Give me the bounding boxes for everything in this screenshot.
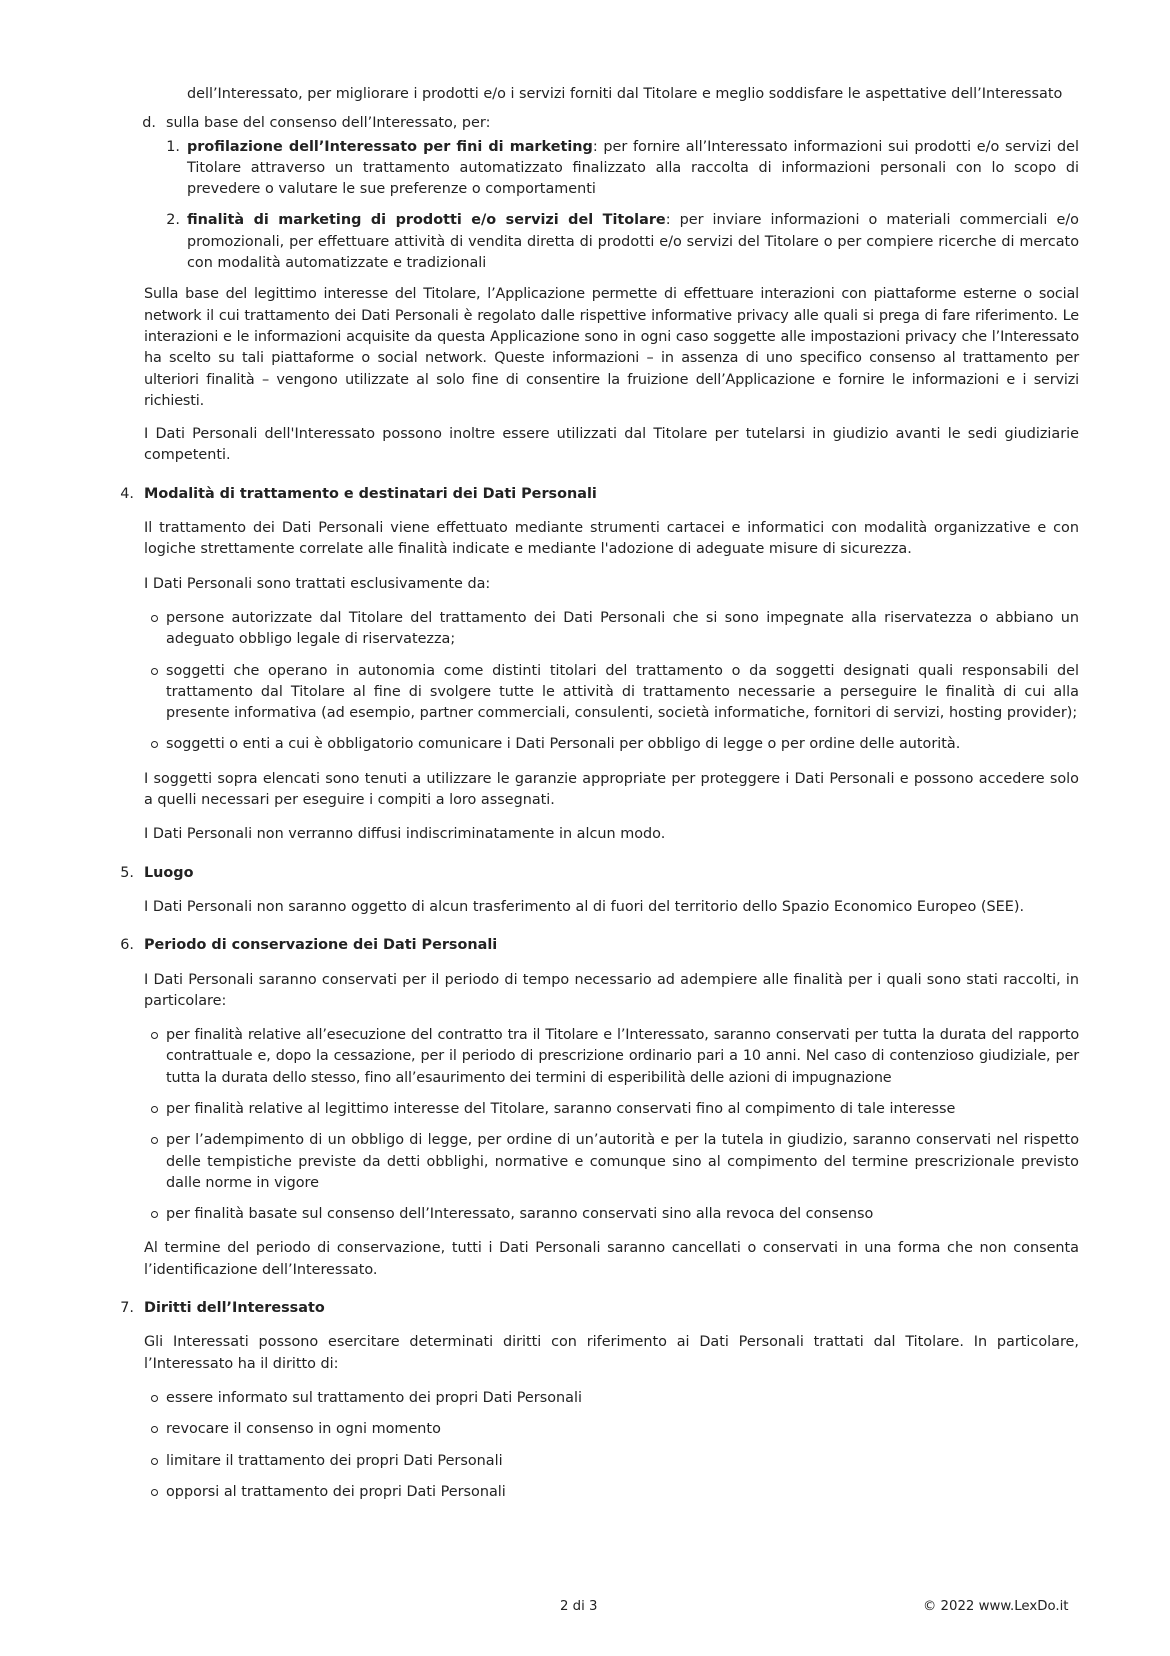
section-heading	[120, 863, 1079, 884]
section-title: Luogo	[144, 864, 194, 881]
bullet-text: per finalità relative al legittimo interesse del Titolare, saranno conservati fino al compimento di tale interesse	[166, 1100, 956, 1117]
bullet-circle-icon	[151, 1106, 158, 1113]
bullet-text: soggetti che operano in autonomia come distinti titolari del trattamento o da soggetti designati quali responsabili del trattamento dal Titolare al fine di svolgere tutte le attività di trattamento necessarie a perseguire le finalità di cui alla presente informativa (ad esempio, partner commerciali, consulenti, società informatiche, fornitori di servizi, hosting provider);	[166, 662, 1079, 722]
bullet-text: soggetti o enti a cui è obbligatorio comunicare i Dati Personali per obbligo di legge o per ordine delle autorità.	[166, 736, 961, 753]
paragraph: I Dati Personali dell'Interessato possono inoltre essere utilizzati dal Titolare per tutelarsi in giudizio avanti le sedi giudiziarie competenti.	[144, 426, 1079, 464]
list-marker: 2.	[166, 212, 180, 229]
bullet-text: per l’adempimento di un obbligo di legge, per ordine di un’autorità e per la tutela in giudizio, saranno conservati nel rispetto delle tempistiche previste da detti obblighi, normative e comunque sino al compimento del termine prescrizionale previsto dalle norme in vigore	[166, 1132, 1079, 1191]
bullet-text: revocare il consenso in ogni momento	[166, 1421, 441, 1438]
bullet-item	[124, 1419, 1079, 1440]
bullet-item	[124, 1099, 1079, 1120]
bullet-text: opporsi al trattamento dei propri Dati Personali	[166, 1483, 506, 1500]
bullet-item	[124, 1025, 1079, 1089]
bullet-circle-icon	[151, 1137, 158, 1144]
bullet-item	[124, 608, 1079, 651]
bullet-item	[124, 661, 1079, 725]
paragraph: I Dati Personali non saranno oggetto di alcun trasferimento al di fuori del territorio dello Spazio Economico Europeo (SEE).	[144, 898, 1025, 915]
paragraph: Al termine del periodo di conservazione, tutti i Dati Personali saranno cancellati o conservati in una forma che non consenta l’identificazione dell’Interessato.	[144, 1240, 1079, 1278]
paragraph: Sulla base del legittimo interesse del Titolare, l’Applicazione permette di effettuare interazioni con piattaforme esterne o social network il cui trattamento dei Dati Personali è regolato dalle rispettive informative privacy alle quali si prega di fare riferimento. Le interazioni e le informazioni acquisite da questa Applicazione sono in ogni caso soggette alle impostazioni privacy che l’Interessato ha scelto su tali piattaforme o social network. Queste informazioni – in assenza di uno specifico consenso al trattamento per ulteriori finalità – vengono utilizzate al solo fine di consentire la fruizione dell’Applicazione e fornire le informazioni e i servizi richiesti.	[144, 286, 1079, 409]
bullet-text: persone autorizzate dal Titolare del trattamento dei Dati Personali che si sono impegnate alla riservatezza o abbiano un adeguato obbligo legale di riservatezza;	[166, 609, 1079, 648]
bullet-text: limitare il trattamento dei propri Dati Personali	[166, 1452, 503, 1469]
bullet-circle-icon	[151, 1489, 158, 1496]
list-marker: 1.	[166, 138, 180, 155]
bullet-item	[124, 1130, 1079, 1194]
paragraph: I Dati Personali non verranno diffusi indiscriminatamente in alcun modo.	[144, 826, 666, 843]
bullet-circle-icon	[151, 668, 158, 675]
sub-item-bold: profilazione dell’Interessato per fini di marketing	[187, 138, 593, 155]
paragraph: I Dati Personali sono trattati esclusivamente da:	[144, 575, 491, 592]
page-number: 2 di 3	[560, 1599, 598, 1614]
continuation-text: dell’Interessato, per migliorare i prodotti e/o i servizi forniti dal Titolare e meglio soddisfare le aspettative dell’Interessato	[187, 86, 1063, 102]
list-item-d	[124, 113, 1079, 134]
paragraph: Gli Interessati possono esercitare determinati diritti con riferimento ai Dati Personali trattati dal Titolare. In particolare, l’Interessato ha il diritto di:	[144, 1334, 1079, 1372]
document-body	[120, 84, 1079, 1503]
paragraph: I soggetti sopra elencati sono tenuti a utilizzare le garanzie appropriate per proteggere i Dati Personali e possono accedere solo a quelli necessari per eseguire i compiti a loro assegnati.	[144, 770, 1079, 809]
paragraph: I Dati Personali saranno conservati per il periodo di tempo necessario ad adempiere alle finalità per i quali sono stati raccolti, in particolare:	[144, 971, 1079, 1009]
sub-item-text: : per fornire all’Interessato informazioni sui prodotti e/o servizi del Titolare attraverso un trattamento automatizzato finalizzato alla raccolta di informazioni personali con lo scopo di prevedere o valutare le sue preferenze o comportamenti	[187, 138, 1079, 198]
sub-list-item	[124, 137, 1079, 201]
bullet-circle-icon	[151, 741, 158, 748]
section-number: 5.	[120, 864, 134, 881]
section-title: Periodo di conservazione dei Dati Personali	[144, 937, 498, 954]
list-item-text: sulla base del consenso dell’Interessato, per:	[166, 115, 491, 132]
section-heading	[120, 1298, 1079, 1319]
bullet-text: per finalità basate sul consenso dell’Interessato, saranno conservati sino alla revoca del consenso	[166, 1206, 874, 1223]
bullet-circle-icon	[151, 615, 158, 622]
bullet-circle-icon	[151, 1211, 158, 1218]
bullet-item	[124, 1204, 1079, 1225]
sub-item-bold: finalità di marketing di prodotti e/o servizi del Titolare	[187, 212, 666, 229]
sub-item-text: : per inviare informazioni o materiali commerciali e/o promozionali, per effettuare attività di vendita diretta di prodotti e/o servizi del Titolare o per compiere ricerche di mercato con modalità automatizzate e tradizionali	[187, 212, 1079, 272]
bullet-item	[124, 1482, 1079, 1503]
section-number: 7.	[120, 1300, 134, 1317]
bullet-item	[124, 1388, 1079, 1409]
section-title: Diritti dell’Interessato	[144, 1300, 325, 1317]
section-heading	[120, 935, 1079, 956]
sub-list-item	[124, 210, 1079, 274]
bullet-circle-icon	[151, 1426, 158, 1433]
paragraph: Il trattamento dei Dati Personali viene effettuato mediante strumenti cartacei e informatici con modalità organizzative e con logiche strettamente correlate alle finalità indicate e mediante l'adozione di adeguate misure di sicurezza.	[144, 520, 1079, 558]
section-number: 6.	[120, 937, 134, 954]
bullet-text: per finalità relative all’esecuzione del contratto tra il Titolare e l’Interessato, saranno conservati per tutta la durata del rapporto contrattuale e, dopo la cessazione, per il periodo di prescrizione ordinario pari a 10 anni. Nel caso di contenzioso giudiziale, per tutta la durata dello stesso, fino all’esaurimento dei termini di esperibilità delle azioni di impugnazione	[166, 1027, 1079, 1086]
bullet-circle-icon	[151, 1458, 158, 1465]
section-number: 4.	[120, 485, 134, 502]
bullet-circle-icon	[151, 1395, 158, 1402]
copyright: © 2022 www.LexDo.it	[923, 1599, 1069, 1614]
bullet-text: essere informato sul trattamento dei propri Dati Personali	[166, 1389, 582, 1406]
list-marker: d.	[142, 115, 156, 132]
bullet-circle-icon	[151, 1032, 158, 1039]
section-heading	[120, 484, 1079, 505]
section-title: Modalità di trattamento e destinatari dei Dati Personali	[144, 485, 597, 502]
bullet-item	[124, 1451, 1079, 1472]
bullet-item	[124, 734, 1079, 755]
